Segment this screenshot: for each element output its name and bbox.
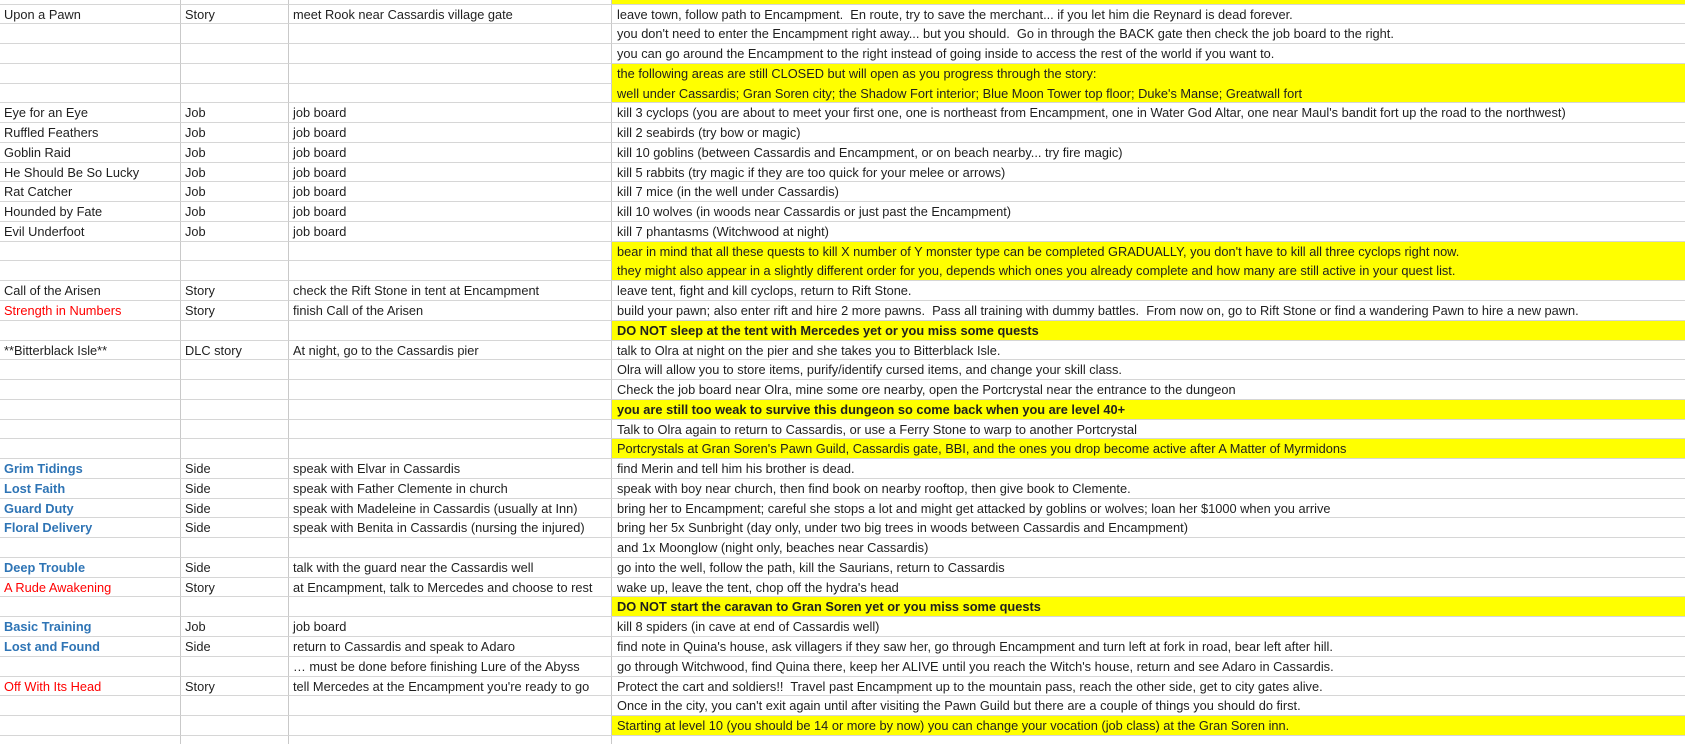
quest-type-cell[interactable] [181, 736, 289, 745]
quest-name-cell[interactable] [0, 597, 181, 617]
quest-type-cell[interactable]: Job [181, 222, 289, 242]
quest-notes-cell[interactable]: you are still too weak to survive this dungeon so come back when you are level 40+ [612, 400, 1685, 420]
quest-type-cell[interactable]: Job [181, 123, 289, 143]
quest-name-cell[interactable]: Evil Underfoot [0, 222, 181, 242]
quest-name-cell[interactable] [0, 696, 181, 716]
table-row [0, 696, 1685, 716]
quest-type-cell[interactable]: Side [181, 637, 289, 657]
table-row [0, 360, 1685, 380]
quest-notes-cell[interactable]: you don't need to enter the Encampment right away... but you should. Go in through the BACK gate then check the job board to the right. [612, 24, 1685, 44]
table-row [0, 716, 1685, 736]
quest-notes-cell[interactable]: talk to Olra at night on the pier and she takes you to Bitterblack Isle. [612, 341, 1685, 361]
table-row [0, 637, 1685, 657]
quest-trigger-cell[interactable]: speak with Benita in Cassardis (nursing the injured) [289, 518, 612, 538]
quest-name-cell[interactable] [0, 261, 181, 281]
quest-type-cell[interactable]: DLC story [181, 341, 289, 361]
quest-type-cell[interactable] [181, 538, 289, 558]
quest-trigger-cell[interactable]: At night, go to the Cassardis pier [289, 341, 612, 361]
quest-type-cell[interactable] [181, 84, 289, 104]
table-row [0, 597, 1685, 617]
table-row [0, 281, 1685, 301]
quest-trigger-cell[interactable]: finish Call of the Arisen [289, 301, 612, 321]
quest-notes-cell[interactable]: build your pawn; also enter rift and hire 2 more pawns. Pass all training with dummy battles. From now on, go to Rift Stone or find a wandering Pawn to hire a new pawn. [612, 301, 1685, 321]
table-row [0, 84, 1685, 104]
quest-type-cell[interactable]: Side [181, 558, 289, 578]
quest-trigger-cell[interactable] [289, 261, 612, 281]
quest-notes-cell[interactable]: find note in Quina's house, ask villagers if they saw her, go through Encampment and turn left at fork in road, bear left after hill. [612, 637, 1685, 657]
quest-name-cell[interactable] [0, 380, 181, 400]
quest-type-cell[interactable] [181, 321, 289, 341]
quest-trigger-cell[interactable]: job board [289, 182, 612, 202]
quest-name-cell[interactable] [0, 242, 181, 262]
quest-notes-cell[interactable]: bear in mind that all these quests to kill X number of Y monster type can be completed GRADUALLY, you don't have to kill all three cyclops right now. [612, 242, 1685, 262]
quest-trigger-cell[interactable] [289, 696, 612, 716]
table-row [0, 479, 1685, 499]
table-row [0, 439, 1685, 459]
quest-notes-cell[interactable] [612, 736, 1685, 745]
quest-type-cell[interactable]: Side [181, 499, 289, 519]
table-row [0, 341, 1685, 361]
quest-trigger-cell[interactable]: talk with the guard near the Cassardis well [289, 558, 612, 578]
quest-name-cell[interactable]: Floral Delivery [0, 518, 181, 538]
table-row [0, 499, 1685, 519]
quest-notes-cell[interactable]: bring her to Encampment; careful she stops a lot and might get attacked by goblins or wolves; loan her $1000 when you arrive [612, 499, 1685, 519]
quest-notes-cell[interactable]: leave tent, fight and kill cyclops, return to Rift Stone. [612, 281, 1685, 301]
table-row [0, 64, 1685, 84]
quest-trigger-cell[interactable]: tell Mercedes at the Encampment you're ready to go [289, 677, 612, 697]
quest-type-cell[interactable]: Job [181, 143, 289, 163]
quest-notes-cell[interactable]: kill 2 seabirds (try bow or magic) [612, 123, 1685, 143]
table-row [0, 143, 1685, 163]
quest-notes-cell[interactable]: Portcrystals at Gran Soren's Pawn Guild, Cassardis gate, BBI, and the ones you drop become active after A Matter of Myrmidons [612, 439, 1685, 459]
table-row [0, 617, 1685, 637]
quest-trigger-cell[interactable]: meet Rook near Cassardis village gate [289, 5, 612, 25]
table-row [0, 736, 1685, 745]
table-row [0, 103, 1685, 123]
table-row [0, 677, 1685, 697]
table-row [0, 459, 1685, 479]
table-row [0, 301, 1685, 321]
quest-type-cell[interactable] [181, 380, 289, 400]
table-row [0, 44, 1685, 64]
quest-name-cell[interactable]: Lost Faith [0, 479, 181, 499]
quest-trigger-cell[interactable] [289, 439, 612, 459]
quest-notes-cell[interactable]: Check the job board near Olra, mine some ore nearby, open the Portcrystal near the entrance to the dungeon [612, 380, 1685, 400]
quest-name-cell[interactable]: Deep Trouble [0, 558, 181, 578]
quest-notes-cell[interactable]: Talk to Olra again to return to Cassardis, or use a Ferry Stone to warp to another Portcrystal [612, 420, 1685, 440]
quest-name-cell[interactable] [0, 84, 181, 104]
quest-trigger-cell[interactable]: job board [289, 617, 612, 637]
quest-type-cell[interactable]: Job [181, 202, 289, 222]
quest-trigger-cell[interactable] [289, 84, 612, 104]
quest-trigger-cell[interactable]: job board [289, 202, 612, 222]
quest-trigger-cell[interactable] [289, 360, 612, 380]
quest-type-cell[interactable] [181, 657, 289, 677]
quest-type-cell[interactable] [181, 242, 289, 262]
quest-name-cell[interactable]: Call of the Arisen [0, 281, 181, 301]
quest-name-cell[interactable]: Ruffled Feathers [0, 123, 181, 143]
quest-name-cell[interactable] [0, 538, 181, 558]
quest-trigger-cell[interactable]: job board [289, 123, 612, 143]
quest-trigger-cell[interactable]: … must be done before finishing Lure of the Abyss [289, 657, 612, 677]
table-row [0, 657, 1685, 677]
table-row [0, 24, 1685, 44]
quest-name-cell[interactable]: Guard Duty [0, 499, 181, 519]
quest-type-cell[interactable] [181, 44, 289, 64]
quest-notes-cell[interactable]: DO NOT start the caravan to Gran Soren yet or you miss some quests [612, 597, 1685, 617]
quest-trigger-cell[interactable]: speak with Elvar in Cassardis [289, 459, 612, 479]
quest-name-cell[interactable] [0, 420, 181, 440]
quest-trigger-cell[interactable] [289, 716, 612, 736]
quest-name-cell[interactable]: Grim Tidings [0, 459, 181, 479]
quest-notes-cell[interactable]: kill 10 wolves (in woods near Cassardis or just past the Encampment) [612, 202, 1685, 222]
quest-notes-cell[interactable]: Starting at level 10 (you should be 14 or more by now) you can change your vocation (job class) at the Gran Soren inn. [612, 716, 1685, 736]
quest-name-cell[interactable]: Hounded by Fate [0, 202, 181, 222]
quest-type-cell[interactable]: Job [181, 182, 289, 202]
quest-type-cell[interactable]: Side [181, 479, 289, 499]
quest-name-cell[interactable]: Eye for an Eye [0, 103, 181, 123]
quest-name-cell[interactable] [0, 657, 181, 677]
table-row [0, 163, 1685, 183]
quest-type-cell[interactable]: Side [181, 459, 289, 479]
quest-trigger-cell[interactable] [289, 400, 612, 420]
quest-notes-cell[interactable]: kill 5 rabbits (try magic if they are too quick for your melee or arrows) [612, 163, 1685, 183]
table-row [0, 5, 1685, 25]
quest-name-cell[interactable]: Upon a Pawn [0, 5, 181, 25]
table-row [0, 321, 1685, 341]
quest-name-cell[interactable]: He Should Be So Lucky [0, 163, 181, 183]
quest-trigger-cell[interactable]: job board [289, 163, 612, 183]
quest-trigger-cell[interactable] [289, 242, 612, 262]
quest-type-cell[interactable]: Story [181, 5, 289, 25]
quest-notes-cell[interactable]: kill 3 cyclops (you are about to meet your first one, one is northeast from Encampment, one in Water God Altar, one near Maul's bandit fort up the road to the northwest) [612, 103, 1685, 123]
quest-trigger-cell[interactable]: at Encampment, talk to Mercedes and choose to rest [289, 578, 612, 598]
quest-notes-cell[interactable]: leave town, follow path to Encampment. En route, try to save the merchant... if you let him die Reynard is dead forever. [612, 5, 1685, 25]
quest-type-cell[interactable]: Story [181, 301, 289, 321]
table-row [0, 182, 1685, 202]
quest-name-cell[interactable] [0, 321, 181, 341]
quest-type-cell[interactable] [181, 420, 289, 440]
quest-trigger-cell[interactable] [289, 538, 612, 558]
quest-trigger-cell[interactable] [289, 64, 612, 84]
quest-trigger-cell[interactable]: check the Rift Stone in tent at Encampment [289, 281, 612, 301]
quest-notes-cell[interactable]: you can go around the Encampment to the right instead of going inside to access the rest of the world if you want to. [612, 44, 1685, 64]
quest-trigger-cell[interactable] [289, 380, 612, 400]
quest-type-cell[interactable] [181, 439, 289, 459]
quest-type-cell[interactable]: Job [181, 163, 289, 183]
quest-type-cell[interactable] [181, 24, 289, 44]
quest-name-cell[interactable] [0, 736, 181, 745]
quest-name-cell[interactable] [0, 439, 181, 459]
quest-type-cell[interactable]: Job [181, 617, 289, 637]
quest-name-cell[interactable]: Basic Training [0, 617, 181, 637]
quest-notes-cell[interactable]: the following areas are still CLOSED but will open as you progress through the story: [612, 64, 1685, 84]
quest-notes-cell[interactable]: Once in the city, you can't exit again until after visiting the Pawn Guild but there are a couple of things you should do first. [612, 696, 1685, 716]
table-row [0, 242, 1685, 262]
quest-name-cell[interactable] [0, 44, 181, 64]
quest-name-cell[interactable]: Goblin Raid [0, 143, 181, 163]
quest-notes-cell[interactable]: find Merin and tell him his brother is dead. [612, 459, 1685, 479]
quest-type-cell[interactable]: Side [181, 518, 289, 538]
quest-notes-cell[interactable]: go into the well, follow the path, kill the Saurians, return to Cassardis [612, 558, 1685, 578]
quest-trigger-cell[interactable] [289, 24, 612, 44]
quest-name-cell[interactable] [0, 360, 181, 380]
quest-notes-cell[interactable]: kill 7 mice (in the well under Cassardis) [612, 182, 1685, 202]
quest-notes-cell[interactable]: speak with boy near church, then find book on nearby rooftop, then give book to Clemente. [612, 479, 1685, 499]
quest-name-cell[interactable] [0, 64, 181, 84]
table-row [0, 578, 1685, 598]
quest-type-cell[interactable] [181, 64, 289, 84]
quest-notes-cell[interactable]: DO NOT sleep at the tent with Mercedes yet or you miss some quests [612, 321, 1685, 341]
quest-notes-cell[interactable]: kill 10 goblins (between Cassardis and Encampment, or on beach nearby... try fire magic) [612, 143, 1685, 163]
quest-notes-cell[interactable]: they might also appear in a slightly different order for you, depends which ones you already complete and how many are still active in your quest list. [612, 261, 1685, 281]
quest-notes-cell[interactable]: bring her 5x Sunbright (day only, under two big trees in woods between Cassardis and Encampment) [612, 518, 1685, 538]
quest-name-cell[interactable]: Off With Its Head [0, 677, 181, 697]
quest-notes-cell[interactable]: well under Cassardis; Gran Soren city; the Shadow Fort interior; Blue Moon Tower top floor; Duke's Manse; Greatwall fort [612, 84, 1685, 104]
quest-notes-cell[interactable]: and 1x Moonglow (night only, beaches near Cassardis) [612, 538, 1685, 558]
quest-name-cell[interactable] [0, 716, 181, 736]
quest-name-cell[interactable]: Strength in Numbers [0, 301, 181, 321]
quest-type-cell[interactable] [181, 696, 289, 716]
quest-trigger-cell[interactable]: speak with Father Clemente in church [289, 479, 612, 499]
quest-name-cell[interactable]: **Bitterblack Isle** [0, 341, 181, 361]
table-row [0, 518, 1685, 538]
quest-type-cell[interactable] [181, 261, 289, 281]
table-row [0, 261, 1685, 281]
table-row [0, 202, 1685, 222]
quest-notes-cell[interactable]: Protect the cart and soldiers!! Travel past Encampment up to the mountain pass, reach the other side, get to city gates alive. [612, 677, 1685, 697]
quest-type-cell[interactable] [181, 716, 289, 736]
quest-trigger-cell[interactable]: job board [289, 222, 612, 242]
quest-type-cell[interactable] [181, 400, 289, 420]
quest-trigger-cell[interactable]: return to Cassardis and speak to Adaro [289, 637, 612, 657]
quest-trigger-cell[interactable] [289, 597, 612, 617]
quest-name-cell[interactable] [0, 24, 181, 44]
quest-trigger-cell[interactable]: speak with Madeleine in Cassardis (usually at Inn) [289, 499, 612, 519]
quest-trigger-cell[interactable]: job board [289, 143, 612, 163]
quest-trigger-cell[interactable] [289, 321, 612, 341]
table-row [0, 222, 1685, 242]
quest-name-cell[interactable] [0, 400, 181, 420]
table-row [0, 380, 1685, 400]
quest-notes-cell[interactable]: kill 7 phantasms (Witchwood at night) [612, 222, 1685, 242]
table-row [0, 400, 1685, 420]
quest-trigger-cell[interactable] [289, 44, 612, 64]
quest-type-cell[interactable]: Job [181, 103, 289, 123]
quest-type-cell[interactable]: Story [181, 578, 289, 598]
quest-notes-cell[interactable]: Olra will allow you to store items, purify/identify cursed items, and change your skill class. [612, 360, 1685, 380]
quest-notes-cell[interactable]: wake up, leave the tent, chop off the hydra's head [612, 578, 1685, 598]
table-row [0, 420, 1685, 440]
quest-name-cell[interactable]: A Rude Awakening [0, 578, 181, 598]
table-row [0, 123, 1685, 143]
quest-type-cell[interactable] [181, 360, 289, 380]
quest-trigger-cell[interactable]: job board [289, 103, 612, 123]
quest-type-cell[interactable] [181, 597, 289, 617]
quest-trigger-cell[interactable] [289, 736, 612, 745]
quest-trigger-cell[interactable] [289, 420, 612, 440]
quest-name-cell[interactable]: Lost and Found [0, 637, 181, 657]
quest-notes-cell[interactable]: go through Witchwood, find Quina there, keep her ALIVE until you reach the Witch's house, return and see Adaro in Cassardis. [612, 657, 1685, 677]
quest-notes-cell[interactable]: kill 8 spiders (in cave at end of Cassardis well) [612, 617, 1685, 637]
quest-name-cell[interactable]: Rat Catcher [0, 182, 181, 202]
table-row [0, 558, 1685, 578]
quest-type-cell[interactable]: Story [181, 281, 289, 301]
table-row [0, 538, 1685, 558]
quest-type-cell[interactable]: Story [181, 677, 289, 697]
